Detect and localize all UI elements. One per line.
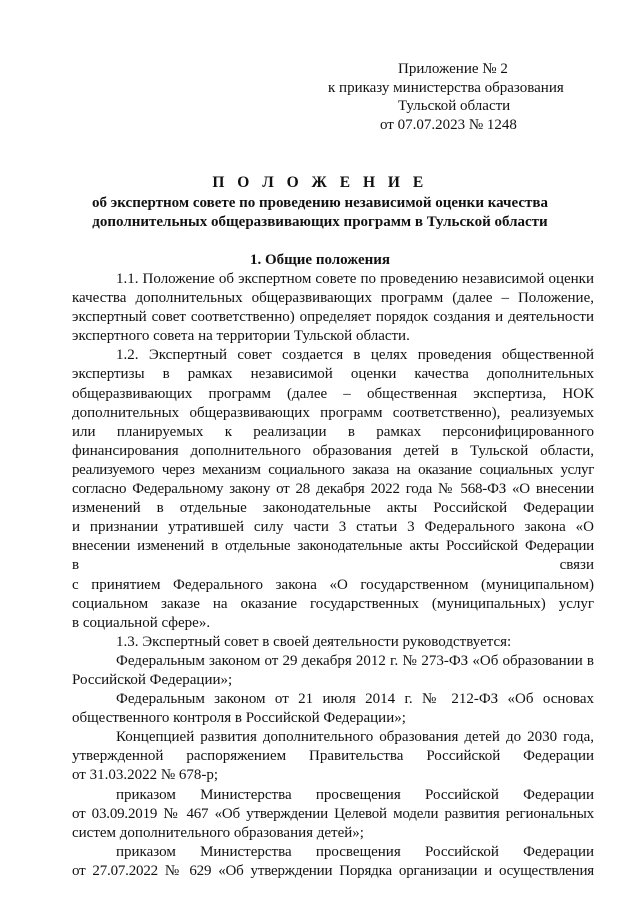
document-subtitle (40, 194, 600, 231)
body-line: 1.3. Экспертный совет в своей деятельности руководствуется: (116, 633, 512, 650)
body-line: Федеральным законом от 29 декабря 2012 г. № 273-ФЗ «Об образовании в (116, 652, 594, 669)
body-line: Концепцией развития дополнительного образования детей до 2030 года, (116, 729, 594, 746)
body-line: или планируемых к реализации в рамках персонифицированного (72, 423, 594, 440)
body-line: и признании утратившей силу части 3 статьи 3 Федерального закона «О (72, 519, 594, 536)
body-line: реализуемого через механизм социального заказа на оказание социальных услуг (72, 461, 594, 478)
appendix-line: Тульской области (398, 98, 511, 114)
subtitle-line: дополнительных общеразвивающих программ в Тульской области (92, 213, 548, 230)
body-line: экспертизы в рамках независимой оценки качества дополнительных (72, 366, 594, 383)
body-line: 1.2. Экспертный совет создается в целях проведения общественной (116, 347, 594, 364)
document-body (72, 270, 594, 881)
body-line: качества дополнительных общеразвивающих программ (далее – Положение, (72, 290, 594, 307)
appendix-line: к приказу министерства образования (328, 79, 564, 96)
body-line: 1.1. Положение об экспертном совете по проведению независимой оценки (116, 271, 594, 287)
document-title: П О Л О Ж Е Н И Е (212, 174, 428, 191)
body-line: Российской Федерации»; (72, 671, 233, 688)
body-line: социальном заказе на оказание государственных (муниципальных) услуг (72, 595, 594, 612)
body-line: экспертного совета на территории Тульской области. (72, 328, 410, 345)
body-line: утвержденной распоряжением Правительства Российской Федерации (72, 748, 594, 765)
body-line: в социальной сфере». (72, 614, 211, 631)
body-line: систем дополнительного образования детей»; (72, 824, 364, 841)
body-line: изменений в отдельные законодательные акты Российской Федерации (72, 500, 594, 517)
body-line: Федеральным законом от 21 июля 2014 г. № 212-ФЗ «Об основах (116, 691, 594, 708)
appendix-line: от 07.07.2023 № 1248 (380, 116, 517, 133)
body-line: от 03.09.2019 № 467 «Об утверждении Целевой модели развития региональных (72, 805, 594, 822)
body-line: экспертный совет соответственно) определяет порядок создания и деятельности (72, 309, 594, 326)
body-line: от 31.03.2022 № 678-р; (72, 767, 219, 784)
body-line: общественного контроля в Российской Федерации»; (72, 710, 406, 727)
body-line: согласно Федеральному закону от 28 декабря 2022 года № 568-ФЗ «О внесении (72, 481, 594, 498)
appendix-line: Приложение № 2 (398, 61, 508, 77)
body-line: приказом Министерства просвещения Российской Федерации (116, 786, 594, 803)
body-line: дополнительных общеразвивающих программ соответственно), реализуемых (72, 404, 594, 421)
body-line: внесении изменений в отдельные законодательные акты Российской Федерации (72, 538, 594, 555)
body-line: приказом Министерства просвещения Российской Федерации (116, 843, 594, 860)
body-line: в связи (72, 557, 594, 574)
body-line: общеразвивающих программ (далее – общественная экспертиза, НОК (72, 385, 594, 402)
section-heading: 1. Общие положения (249, 252, 391, 268)
body-line: с принятием Федерального закона «О государственном (муниципальном) (72, 576, 594, 593)
body-line: финансирования дополнительного образования детей в Тульской области, (72, 442, 594, 459)
subtitle-line: об экспертном совете по проведению независимой оценки качества (92, 195, 548, 211)
appendix-block (328, 60, 618, 134)
body-line: от 27.07.2022 № 629 «Об утверждении Порядка организации и осуществления (72, 862, 594, 879)
